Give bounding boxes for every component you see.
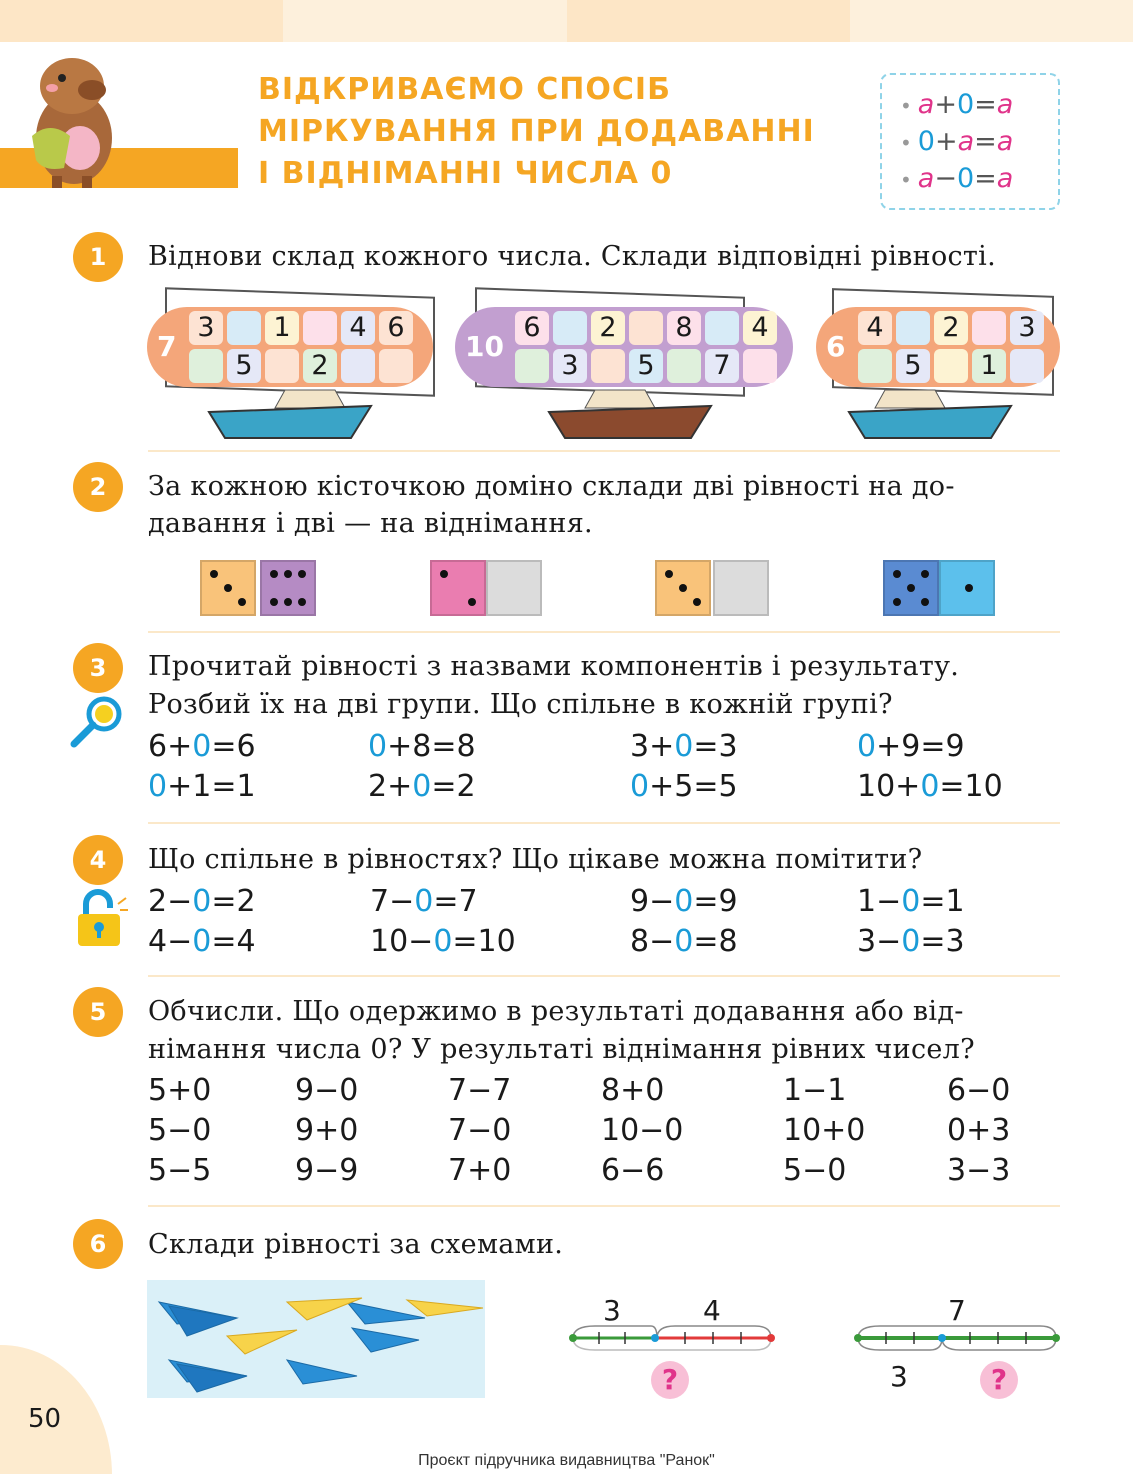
top-cell: 2: [934, 311, 968, 345]
expression: 8+0: [601, 1073, 665, 1108]
boat-hull: [845, 386, 1015, 442]
section-divider: [148, 822, 1060, 824]
expression: 5−0: [148, 1113, 212, 1148]
top-cell: [227, 311, 261, 345]
boat-hull: [205, 386, 375, 442]
top-cell: 2: [591, 311, 625, 345]
number-line-scheme: [850, 1318, 1065, 1362]
expression: 5−5: [148, 1153, 212, 1188]
expression: 5−0: [783, 1153, 847, 1188]
page-title-line: МІРКУВАННЯ ПРИ ДОДАВАННІ: [258, 114, 815, 149]
equation: 10+0=10: [857, 769, 1003, 804]
equation: 0+8=8: [368, 729, 476, 764]
top-cell: [303, 311, 337, 345]
equation: 0+1=1: [148, 769, 256, 804]
task-text: німання числа 0? У результаті віднімання рівних чисел?: [148, 1034, 975, 1065]
scheme-label: 3: [890, 1360, 908, 1393]
bottom-cell: [265, 349, 299, 383]
expression: 7−7: [448, 1073, 512, 1108]
bottom-cell: [743, 349, 777, 383]
top-cell: 6: [515, 311, 549, 345]
bottom-cell: 5: [896, 349, 930, 383]
whole-number: 7: [157, 330, 177, 363]
equation: 4−0=4: [148, 924, 256, 959]
task-number-badge: 2: [73, 462, 123, 512]
page-title-line: ВІДКРИВАЄМО СПОСІБ: [258, 72, 671, 107]
task-text: За кожною кісточкою доміно склади дві рівності на до-: [148, 471, 955, 502]
number-line-scheme: [565, 1318, 780, 1362]
scheme-label: 7: [948, 1294, 966, 1327]
task-text: Обчисли. Що одержимо в результаті додавання або від-: [148, 996, 964, 1027]
top-cell: 4: [743, 311, 777, 345]
bottom-cell: [858, 349, 892, 383]
bottom-cell: [379, 349, 413, 383]
boat-hull: [545, 386, 715, 442]
equation: 2+0=2: [368, 769, 476, 804]
equation: 2−0=2: [148, 884, 256, 919]
task-text: Склади рівності за схемами.: [148, 1229, 564, 1260]
question-mark-badge: ?: [980, 1361, 1018, 1399]
page-title-line: І ВІДНІМАННІ ЧИСЛА 0: [258, 156, 673, 191]
task-number-badge: 5: [73, 987, 123, 1037]
expression: 5+0: [148, 1073, 212, 1108]
equation: 0+9=9: [857, 729, 965, 764]
task-text: Що спільне в рівностях? Що цікаве можна помітити?: [148, 844, 923, 875]
top-cell: [972, 311, 1006, 345]
expression: 7+0: [448, 1153, 512, 1188]
equation: 3+0=3: [630, 729, 738, 764]
top-cell: 3: [189, 311, 223, 345]
top-cell: [705, 311, 739, 345]
expression: 9+0: [295, 1113, 359, 1148]
bottom-cell: 1: [972, 349, 1006, 383]
rule-line: • a−0=a: [900, 163, 1014, 194]
top-cell: 4: [341, 311, 375, 345]
task-text: Прочитай рівності з назвами компонентів і результату.: [148, 651, 960, 682]
equation: 6+0=6: [148, 729, 256, 764]
bottom-cell: [515, 349, 549, 383]
equation: 10−0=10: [370, 924, 516, 959]
expression: 3−3: [947, 1153, 1011, 1188]
top-cell: [896, 311, 930, 345]
equation: 7−0=7: [370, 884, 478, 919]
bottom-cell: [667, 349, 701, 383]
bottom-cell: 2: [303, 349, 337, 383]
section-divider: [148, 1205, 1060, 1207]
bottom-cell: [189, 349, 223, 383]
expression: 10+0: [783, 1113, 866, 1148]
bottom-cell: [591, 349, 625, 383]
expression: 6−6: [601, 1153, 665, 1188]
rule-line: • 0+a=a: [900, 126, 1014, 157]
equation: 0+5=5: [630, 769, 738, 804]
bottom-cell: [1010, 349, 1044, 383]
scheme-label: 4: [703, 1294, 721, 1327]
expression: 6−0: [947, 1073, 1011, 1108]
task-number-badge: 1: [73, 232, 123, 282]
top-cell: 4: [858, 311, 892, 345]
equation: 8−0=8: [630, 924, 738, 959]
bottom-cell: 5: [227, 349, 261, 383]
task-number-badge: 4: [73, 835, 123, 885]
page-number: 50: [28, 1404, 62, 1434]
whole-number: 6: [826, 330, 846, 363]
padlock-icon: [74, 888, 130, 950]
scheme-label: 3: [603, 1294, 621, 1327]
equation: 3−0=3: [857, 924, 965, 959]
expression: 9−0: [295, 1073, 359, 1108]
equation: 9−0=9: [630, 884, 738, 919]
expression: 7−0: [448, 1113, 512, 1148]
question-mark-badge: ?: [651, 1361, 689, 1399]
header-band: [283, 0, 567, 42]
header-band: [0, 0, 283, 42]
magnifier-icon: [68, 694, 124, 750]
rule-line: • a+0=a: [900, 89, 1014, 120]
domino-tile: [200, 554, 330, 616]
paper-planes-illustration: [147, 1280, 485, 1398]
capybara-illustration: [22, 48, 122, 188]
equation: 1−0=1: [857, 884, 965, 919]
top-cell: 1: [265, 311, 299, 345]
expression: 10−0: [601, 1113, 684, 1148]
top-cell: [629, 311, 663, 345]
task-text: Віднови склад кожного числа. Склади відповідні рівності.: [148, 241, 996, 272]
bottom-cell: [934, 349, 968, 383]
task-number-badge: 6: [73, 1219, 123, 1269]
expression: 9−9: [295, 1153, 359, 1188]
top-cell: 8: [667, 311, 701, 345]
rules-box: [880, 73, 1060, 210]
header-band: [567, 0, 850, 42]
bottom-cell: 7: [705, 349, 739, 383]
top-cell: [553, 311, 587, 345]
header-band: [850, 0, 1133, 42]
domino-tile: [883, 554, 1013, 616]
bottom-cell: 3: [553, 349, 587, 383]
expression: 1−1: [783, 1073, 847, 1108]
section-divider: [148, 450, 1060, 452]
bottom-cell: 5: [629, 349, 663, 383]
footer-text: Проєкт підручника видавництва "Ранок": [418, 1452, 715, 1469]
task-text: Розбий їх на дві групи. Що спільне в кожній групі?: [148, 689, 893, 720]
bottom-cell: [341, 349, 375, 383]
section-divider: [148, 631, 1060, 633]
domino-tile: [655, 554, 785, 616]
expression: 0+3: [947, 1113, 1011, 1148]
whole-number: 10: [465, 330, 504, 363]
task-text: давання і дві — на віднімання.: [148, 508, 593, 539]
top-cell: 3: [1010, 311, 1044, 345]
section-divider: [148, 975, 1060, 977]
domino-tile: [430, 554, 560, 616]
task-number-badge: 3: [73, 643, 123, 693]
top-cell: 6: [379, 311, 413, 345]
